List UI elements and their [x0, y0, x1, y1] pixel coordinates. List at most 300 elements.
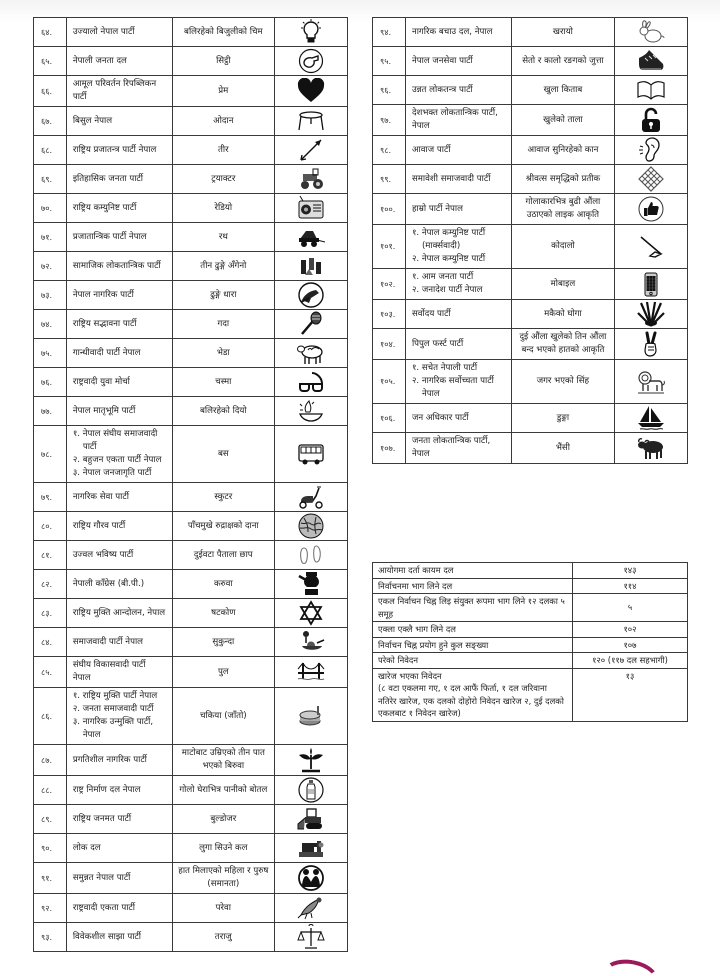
symbol-image-cell	[275, 570, 348, 599]
symbol-image-cell	[614, 360, 687, 404]
row-number: ६७.	[34, 107, 67, 136]
row-number: ८७.	[34, 745, 67, 776]
table-row	[34, 745, 348, 776]
summary-row	[373, 653, 688, 669]
party-name: उज्यालो नेपाल पार्टी	[72, 26, 135, 37]
rabbit-icon	[616, 19, 686, 45]
symbol-name: प्रेम	[172, 76, 275, 107]
table-row	[34, 368, 348, 397]
party-name: सर्वोदय पार्टी	[411, 308, 451, 319]
symbol-image-cell	[614, 194, 687, 225]
party-name: पिपुल फर्स्ट पार्टी	[411, 338, 464, 349]
glasses-icon	[276, 369, 346, 395]
bus-icon	[276, 441, 346, 467]
symbol-name: रथ	[172, 223, 275, 252]
summary-label	[373, 594, 573, 622]
sukunda-lamp-icon	[276, 629, 346, 655]
symbol-image-cell	[275, 628, 348, 657]
party-name-cell	[66, 76, 172, 107]
party-name-cell	[66, 310, 172, 339]
symbol-name: रेडियो	[172, 194, 275, 223]
row-number: ७६.	[34, 368, 67, 397]
party-name: १. राष्ट्रिय मुक्ति पार्टी नेपाल	[72, 691, 158, 701]
table-row	[34, 397, 348, 426]
handshake-couple-icon	[276, 865, 346, 891]
summary-note: (८ वटा एकलमा गए, १ दल आफैं फिर्ता, १ दल जरिवाना नतिरेर खारेज, एक दलको दोहोरो निवेदन खारेज २, दुई दलको एकलबाट १ निवेदन खारेज)	[378, 683, 564, 718]
symbol-image-cell	[614, 269, 687, 300]
party-name-cell	[66, 628, 172, 657]
party-name-cell	[405, 136, 511, 165]
party-name: प्रजातान्त्रिक पार्टी नेपाल	[72, 231, 147, 242]
symbol-image-cell	[614, 300, 687, 329]
hoe-icon	[616, 234, 686, 260]
row-number: १००.	[373, 194, 406, 225]
symbol-image-cell	[275, 863, 348, 894]
symbol-image-cell	[275, 281, 348, 310]
party-name: बिसुल नेपाल	[72, 115, 113, 126]
table-row	[34, 483, 348, 512]
table-row	[34, 194, 348, 223]
symbol-name: बलिरहेको दियो	[172, 397, 275, 426]
row-number: ८४.	[34, 628, 67, 657]
row-number: ७२.	[34, 252, 67, 281]
summary-value: १४३	[573, 563, 688, 579]
symbol-image-cell	[275, 397, 348, 426]
row-number: ९२.	[34, 894, 67, 923]
party-name: प्रगतिशील नागरिक पार्टी	[72, 754, 147, 765]
table-row	[34, 281, 348, 310]
summary-value: ५	[573, 594, 688, 622]
party-name-cell	[66, 281, 172, 310]
symbol-name: खुला किताब	[511, 76, 614, 105]
party-name-cell	[66, 688, 172, 745]
party-name-cell	[405, 269, 511, 300]
row-number: ७३.	[34, 281, 67, 310]
symbol-name: भैंसी	[511, 433, 614, 464]
buffalo-icon	[616, 435, 686, 461]
symbol-name: बलिरहेको बिजुलीको चिम	[172, 18, 275, 47]
summary-label-text: निर्वाचन चिह्न प्रयोग हुने कुल सङ्ख्या	[378, 639, 489, 650]
summary-label-text: परेको निवेदन	[378, 655, 419, 665]
summary-row	[373, 637, 688, 653]
party-name: २. जनता समाजवादी पार्टी	[72, 704, 154, 714]
party-name: ३. नागरिक उन्मुक्ति पार्टी, नेपाल	[72, 717, 154, 740]
party-name: १. सचेत नेपाली पार्टी	[411, 363, 478, 373]
party-name: १. नेपाल संघीय समाजवादी पार्टी	[72, 429, 158, 452]
party-name: समावेशी समाजवादी पार्टी	[411, 173, 491, 184]
symbol-image-cell	[275, 165, 348, 194]
summary-table	[372, 562, 688, 722]
party-name: २. बहुजन एकता पार्टी नेपाल	[72, 455, 162, 465]
party-name-cell	[66, 512, 172, 541]
party-name-cell	[66, 923, 172, 952]
party-name-cell	[405, 194, 511, 225]
symbol-name: बस	[172, 426, 275, 483]
scales-icon	[276, 924, 346, 950]
row-number: ८५.	[34, 657, 67, 688]
row-number: ७४.	[34, 310, 67, 339]
party-name-cell	[405, 76, 511, 105]
party-name: राष्ट्रिय प्रजातन्त्र पार्टी नेपाल	[72, 144, 157, 155]
symbols-table-left	[33, 17, 348, 952]
row-number: ८३.	[34, 599, 67, 628]
symbols-table-right	[372, 17, 688, 464]
row-number: ९५.	[373, 47, 406, 76]
party-name: इतिहासिक जनता पार्टी	[72, 173, 143, 184]
symbol-image-cell	[614, 329, 687, 360]
party-name: १. नेपाल कम्युनिष्ट पार्टी (मार्क्सवादी)	[411, 228, 486, 251]
party-name: आवाज पार्टी	[411, 144, 451, 155]
symbol-name: परेवा	[172, 894, 275, 923]
party-name-cell	[405, 300, 511, 329]
table-row	[34, 541, 348, 570]
symbol-image-cell	[275, 136, 348, 165]
party-name: राष्ट्रिय जनमत पार्टी	[72, 813, 132, 824]
party-name-cell	[66, 223, 172, 252]
summary-row	[373, 622, 688, 638]
party-name: राष्ट्रवादी युवा मोर्चा	[72, 376, 130, 387]
table-row	[34, 834, 348, 863]
table-row	[373, 76, 688, 105]
symbol-name: गोलो घेराभित्र पानीको बोतल	[172, 776, 275, 805]
party-name-cell	[66, 165, 172, 194]
party-name-cell	[66, 47, 172, 76]
symbol-image-cell	[275, 76, 348, 107]
party-name-cell	[66, 805, 172, 834]
row-number: ७९.	[34, 483, 67, 512]
endless-knot-icon	[616, 166, 686, 192]
light-bulb-icon	[276, 19, 346, 45]
symbol-name: चकिया (जाँतो)	[172, 688, 275, 745]
table-row	[34, 657, 348, 688]
row-number: ७१.	[34, 223, 67, 252]
summary-row	[373, 563, 688, 579]
sapling-icon	[276, 747, 346, 773]
symbol-image-cell	[275, 483, 348, 512]
table-row	[373, 225, 688, 269]
party-name: नेपाल नागरिक पार्टी	[72, 289, 134, 300]
arrow-icon	[276, 137, 346, 163]
party-name-cell	[405, 47, 511, 76]
table-row	[34, 76, 348, 107]
symbol-image-cell	[614, 136, 687, 165]
row-number: ६८.	[34, 136, 67, 165]
party-name: २. नागरिक सर्वोच्चता पार्टी नेपाल	[411, 376, 494, 399]
summary-label	[373, 622, 573, 638]
summary-row	[373, 578, 688, 594]
row-number: १०३.	[373, 300, 406, 329]
party-name-cell	[66, 599, 172, 628]
party-name: गान्धीवादी पार्टी नेपाल	[72, 347, 141, 358]
symbol-image-cell	[275, 541, 348, 570]
table-row	[34, 18, 348, 47]
party-name-cell	[66, 745, 172, 776]
trivet-icon	[276, 108, 346, 134]
party-name: नागरिक बचाउ दल, नेपाल	[411, 26, 493, 37]
victory-hand-icon	[616, 331, 686, 357]
open-book-icon	[616, 77, 686, 103]
symbol-name: तीन ढुङ्गे अँगेनो	[172, 252, 275, 281]
party-name-cell	[66, 339, 172, 368]
party-name-cell	[405, 404, 511, 433]
party-name: १. आम जनता पार्टी	[411, 272, 474, 282]
whistle-icon	[276, 48, 346, 74]
symbol-name: हात मिलाएको महिला र पुरुष (समानता)	[172, 863, 275, 894]
party-name-cell	[66, 426, 172, 483]
row-number: ८९.	[34, 805, 67, 834]
symbol-image-cell	[275, 599, 348, 628]
symbol-name: डुङ्गा	[511, 404, 614, 433]
party-name: विवेकशील साझा पार्टी	[72, 931, 141, 942]
table-row	[34, 628, 348, 657]
symbol-image-cell	[275, 368, 348, 397]
row-number: १०६.	[373, 404, 406, 433]
oil-lamp-icon	[276, 398, 346, 424]
party-name: नागरिक सेवा पार्टी	[72, 491, 129, 502]
symbol-name: चस्मा	[172, 368, 275, 397]
table-row	[34, 339, 348, 368]
thumbs-up-icon	[616, 196, 686, 222]
symbol-image-cell	[275, 512, 348, 541]
table-row	[34, 688, 348, 745]
party-name-cell	[405, 360, 511, 404]
heart-icon	[276, 78, 346, 104]
summary-label	[373, 668, 573, 721]
row-number: ७०.	[34, 194, 67, 223]
symbol-image-cell	[275, 194, 348, 223]
table-row	[373, 194, 688, 225]
table-row	[34, 47, 348, 76]
summary-label	[373, 578, 573, 594]
table-row	[34, 223, 348, 252]
party-name-cell	[405, 165, 511, 194]
symbol-image-cell	[275, 18, 348, 47]
symbol-name: पाँचमुखे रुद्राक्षको दाना	[172, 512, 275, 541]
symbol-image-cell	[614, 433, 687, 464]
tractor-icon	[276, 166, 346, 192]
table-row	[34, 310, 348, 339]
symbol-image-cell	[275, 107, 348, 136]
row-number: ६६.	[34, 76, 67, 107]
sailboat-icon	[616, 405, 686, 431]
party-name-cell	[66, 483, 172, 512]
symbol-image-cell	[275, 310, 348, 339]
symbol-image-cell	[614, 47, 687, 76]
table-row	[34, 252, 348, 281]
symbol-image-cell	[275, 657, 348, 688]
party-name-cell	[66, 657, 172, 688]
row-number: १०२.	[373, 269, 406, 300]
party-name-cell	[66, 776, 172, 805]
row-number: ६४.	[34, 18, 67, 47]
corn-icon	[616, 301, 686, 327]
row-number: १०७.	[373, 433, 406, 464]
symbol-name: आवाज सुनिरहेको कान	[511, 136, 614, 165]
table-row	[34, 512, 348, 541]
row-number: ९१.	[34, 863, 67, 894]
table-row	[34, 923, 348, 952]
party-name-cell	[66, 252, 172, 281]
table-row	[373, 47, 688, 76]
symbol-name: दुईवटा पैताला छाप	[172, 541, 275, 570]
row-number: ९४.	[373, 18, 406, 47]
summary-row	[373, 594, 688, 622]
bulldozer-icon	[276, 806, 346, 832]
summary-label-text: एक्ला एक्लै भाग लिने दल	[378, 624, 456, 634]
summary-row	[373, 668, 688, 721]
row-number: ८८.	[34, 776, 67, 805]
row-number: ९७.	[373, 105, 406, 136]
symbol-image-cell	[614, 165, 687, 194]
symbol-image-cell	[614, 18, 687, 47]
millstone-icon	[276, 703, 346, 729]
rudraksha-icon	[276, 513, 346, 539]
table-row	[373, 404, 688, 433]
row-number: ६९.	[34, 165, 67, 194]
mobile-phone-icon	[616, 271, 686, 297]
summary-value: १०७	[573, 637, 688, 653]
party-name: लोक दल	[72, 842, 101, 853]
water-bottle-icon	[276, 777, 346, 803]
party-name: उन्नत लोकतन्त्र पार्टी	[411, 84, 473, 95]
party-name-cell	[66, 368, 172, 397]
symbol-image-cell	[275, 834, 348, 863]
party-name: नेपाली काँग्रेस (बी.पी.)	[72, 578, 145, 589]
party-name: समुन्नत नेपाल पार्टी	[72, 872, 131, 883]
symbol-image-cell	[275, 223, 348, 252]
symbol-name: ट्रयाक्टर	[172, 165, 275, 194]
table-row	[373, 300, 688, 329]
symbol-image-cell	[275, 776, 348, 805]
table-row	[34, 426, 348, 483]
table-row	[34, 165, 348, 194]
symbol-image-cell	[614, 76, 687, 105]
summary-value: १०२	[573, 622, 688, 638]
table-row	[373, 433, 688, 464]
symbol-name: सिट्ठी	[172, 47, 275, 76]
stone-spout-icon	[276, 282, 346, 308]
party-name: समाजवादी पार्टी नेपाल	[72, 636, 144, 647]
summary-label-text: निर्वाचनमा भाग लिने दल	[378, 580, 453, 591]
party-name-cell	[66, 894, 172, 923]
party-name-cell	[405, 105, 511, 136]
summary-label-text: खारेज भएका निवेदन	[378, 670, 442, 681]
party-name-cell	[405, 329, 511, 360]
pigeon-icon	[276, 895, 346, 921]
symbol-name: सुकुन्दा	[172, 628, 275, 657]
symbol-name: खुलेको ताला	[511, 105, 614, 136]
party-name-cell	[66, 834, 172, 863]
party-name: ३. नेपाल जनजागृति पार्टी	[72, 468, 152, 478]
summary-value: ११४	[573, 578, 688, 594]
sheep-icon	[276, 340, 346, 366]
party-name: हाम्रो पार्टी नेपाल	[411, 203, 463, 214]
party-name: उज्वल भविष्य पार्टी	[72, 549, 134, 560]
symbol-image-cell	[614, 225, 687, 269]
symbol-name: मोबाइल	[511, 269, 614, 300]
symbol-image-cell	[275, 688, 348, 745]
symbol-name: भेडा	[172, 339, 275, 368]
symbol-image-cell	[275, 923, 348, 952]
table-row	[373, 360, 688, 404]
summary-label	[373, 563, 573, 579]
party-name: २. नेपाल कम्युनिष्ट पार्टी	[411, 254, 486, 264]
symbol-name: मकैको घोगा	[511, 300, 614, 329]
symbol-name: माटोबाट उम्रिएको तीन पात भएको बिरुवा	[172, 745, 275, 776]
row-number: ७५.	[34, 339, 67, 368]
row-number: १०५.	[373, 360, 406, 404]
party-name-cell	[66, 863, 172, 894]
symbol-name: षटकोण	[172, 599, 275, 628]
symbol-name: ढुङ्गे धारा	[172, 281, 275, 310]
sewing-machine-icon	[276, 835, 346, 861]
symbol-image-cell	[275, 47, 348, 76]
party-name-cell	[405, 225, 511, 269]
table-row	[373, 136, 688, 165]
symbol-name: तराजु	[172, 923, 275, 952]
party-name-cell	[66, 136, 172, 165]
unlocked-padlock-icon	[616, 107, 686, 133]
table-row	[34, 136, 348, 165]
party-name-cell	[405, 18, 511, 47]
party-name-cell	[66, 194, 172, 223]
symbol-name: श्रीवत्स समृद्धिको प्रतीक	[511, 165, 614, 194]
symbol-image-cell	[275, 339, 348, 368]
row-number: ९६.	[373, 76, 406, 105]
symbol-name: गदा	[172, 310, 275, 339]
water-jug-icon	[276, 571, 346, 597]
symbol-name: पुल	[172, 657, 275, 688]
summary-label-text: आयोगमा दर्ता कायम दल	[378, 565, 454, 575]
bridge-icon	[276, 659, 346, 685]
party-name: राष्ट्रिय सद्भावना पार्टी	[72, 318, 137, 329]
party-name: नेपाली जनता दल	[72, 55, 127, 66]
symbol-name: स्कुटर	[172, 483, 275, 512]
party-name: सामाजिक लोकतान्त्रिक पार्टी	[72, 260, 161, 271]
symbol-name: गोलाकारभित्र बुढी औंला उठाएको लाइक आकृति	[511, 194, 614, 225]
ear-icon	[616, 137, 686, 163]
row-number: ९८.	[373, 136, 406, 165]
symbol-name: लुगा सिउने कल	[172, 834, 275, 863]
party-name: राष्ट्रवादी एकता पार्टी	[72, 902, 135, 913]
radio-icon	[276, 195, 346, 221]
table-row	[34, 570, 348, 599]
row-number: ८१.	[34, 541, 67, 570]
summary-label	[373, 653, 573, 669]
table-row	[34, 107, 348, 136]
row-number: ८०.	[34, 512, 67, 541]
row-number: ९९.	[373, 165, 406, 194]
symbol-name: तीर	[172, 136, 275, 165]
party-name: जन अधिकार पार्टी	[411, 412, 469, 423]
row-number: १०१.	[373, 225, 406, 269]
table-row	[373, 105, 688, 136]
table-row	[34, 863, 348, 894]
party-name: संघीय विकासवादी पार्टी नेपाल	[72, 660, 146, 683]
party-name-cell	[405, 433, 511, 464]
row-number: १०४.	[373, 329, 406, 360]
party-name: राष्ट्रिय कम्युनिष्ट पार्टी	[72, 202, 137, 213]
symbol-image-cell	[614, 404, 687, 433]
party-name: राष्ट्रिय मुक्ति आन्दोलन, नेपाल	[72, 607, 166, 618]
table-row	[34, 599, 348, 628]
party-name-cell	[66, 18, 172, 47]
scooter-icon	[276, 484, 346, 510]
symbol-name: बुल्डोजर	[172, 805, 275, 834]
table-row	[373, 269, 688, 300]
row-number: ८६.	[34, 688, 67, 745]
party-name: देशभक्त लोकतान्त्रिक पार्टी, नेपाल	[411, 108, 498, 131]
